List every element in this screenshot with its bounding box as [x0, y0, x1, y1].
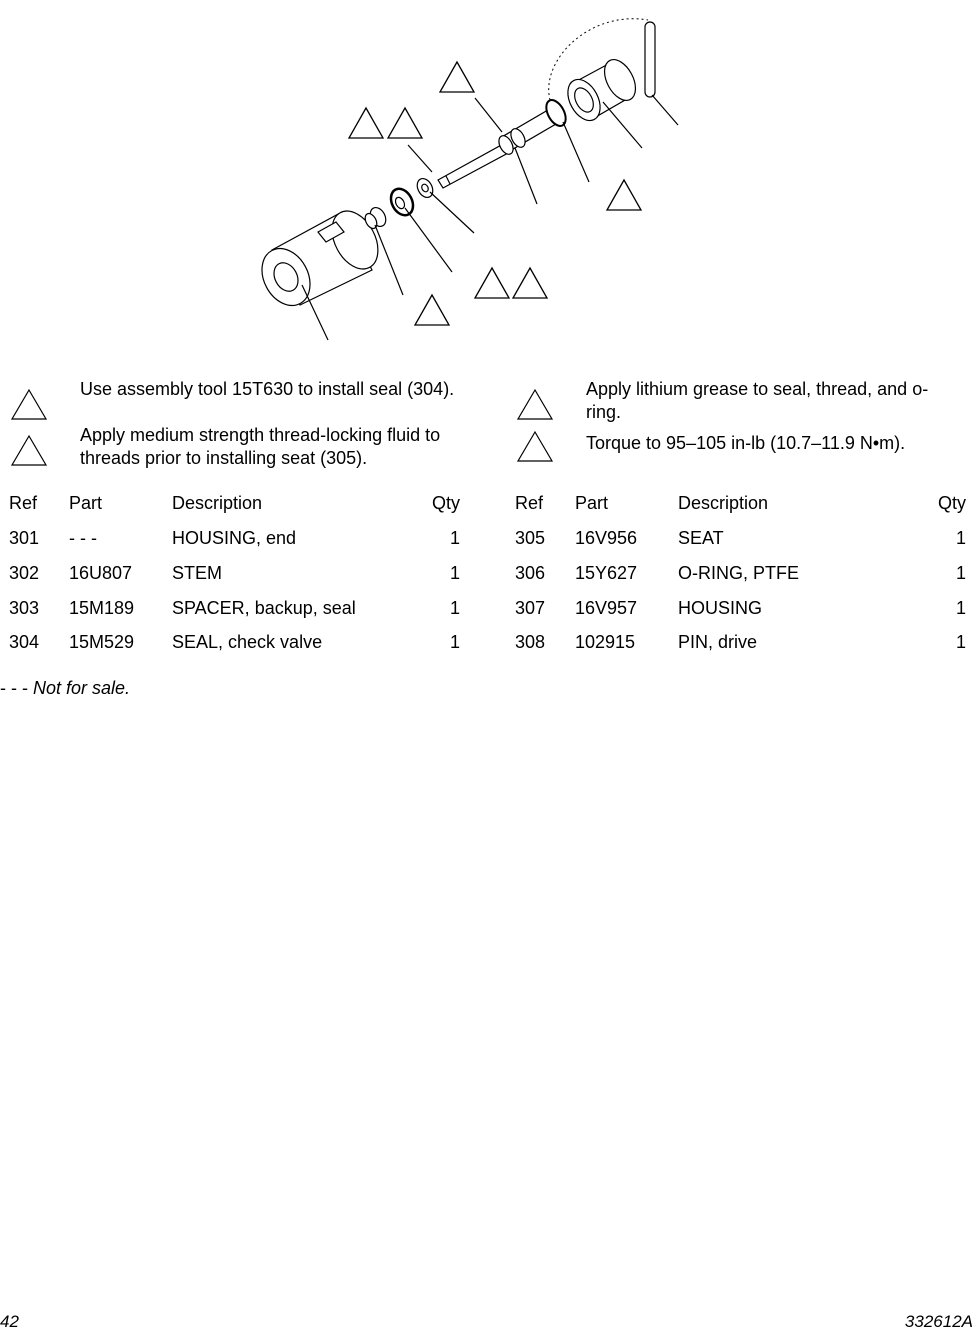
housing-part [561, 54, 641, 126]
header-ref: Ref [515, 493, 544, 513]
row-ref: 307 [515, 598, 546, 618]
row-ref: 305 [515, 528, 546, 548]
row-qty: 1 [955, 598, 966, 618]
row-ref: 302 [9, 563, 40, 583]
note-triangle-icon [10, 434, 48, 468]
row-part: 16V956 [575, 528, 638, 548]
header-description: Description [678, 493, 769, 513]
row-description: PIN, drive [678, 632, 758, 652]
callout-triangle-icon [607, 180, 641, 210]
row-part: 15Y627 [575, 563, 638, 583]
row-description: HOUSING [678, 598, 763, 618]
callout-triangle-icon [475, 268, 509, 298]
page-number: 42 [0, 1312, 19, 1331]
row-description: SPACER, backup, seal [172, 598, 356, 618]
footnote [0, 678, 130, 699]
row-part: 15M189 [69, 598, 135, 618]
header-ref: Ref [9, 493, 38, 513]
row-part: 102915 [575, 632, 636, 652]
note-triangle-icon [10, 388, 48, 422]
footnote-text: Not for sale. [33, 678, 131, 698]
row-part: 16V957 [575, 598, 638, 618]
callout-triangle-icon [388, 108, 422, 138]
footnote-dashes: - - - [0, 678, 28, 698]
header-part: Part [575, 493, 609, 513]
callout-triangle-icon [349, 108, 383, 138]
row-part: - - - [69, 528, 97, 548]
header-qty: Qty [937, 493, 966, 513]
callout-triangle-icon [513, 268, 547, 298]
row-description: O-RING, PTFE [678, 563, 799, 583]
row-description: STEM [172, 563, 223, 583]
seal-part [387, 185, 418, 219]
row-qty: 1 [955, 632, 966, 652]
row-ref: 308 [515, 632, 546, 652]
header-part: Part [69, 493, 103, 513]
row-ref: 306 [515, 563, 546, 583]
spacer-part [414, 176, 436, 200]
callout-triangle-icon [440, 62, 474, 92]
callout-triangle-icon [415, 295, 449, 325]
row-qty: 1 [449, 563, 460, 583]
row-description: SEAT [678, 528, 724, 548]
exploded-view-diagram [0, 0, 975, 360]
row-qty: 1 [449, 598, 460, 618]
note-assembly-tool: Use assembly tool 15T630 to install seal (304). [80, 379, 455, 399]
row-ref: 303 [9, 598, 40, 618]
row-description: HOUSING, end [172, 528, 297, 548]
note-thread-locking: Apply medium strength thread-locking fluid to threads prior to installing seat (305). [80, 425, 441, 468]
document-number: 332612A [904, 1312, 973, 1331]
row-qty: 1 [955, 563, 966, 583]
row-ref: 304 [9, 632, 40, 652]
drive-pin-part [645, 22, 655, 97]
row-part: 16U807 [69, 563, 133, 583]
note-torque: Torque to 95–105 in-lb (10.7–11.9 N•m). [586, 433, 906, 453]
note-triangle-icon [516, 430, 554, 464]
note-lithium-grease: Apply lithium grease to seal, thread, and o-ring. [586, 379, 929, 422]
row-qty: 1 [449, 528, 460, 548]
header-description: Description [172, 493, 263, 513]
row-qty: 1 [449, 632, 460, 652]
row-qty: 1 [955, 528, 966, 548]
row-description: SEAL, check valve [172, 632, 323, 652]
header-qty: Qty [431, 493, 460, 513]
row-part: 15M529 [69, 632, 135, 652]
stem-part [438, 110, 556, 188]
note-triangle-icon [516, 388, 554, 422]
row-ref: 301 [9, 528, 40, 548]
